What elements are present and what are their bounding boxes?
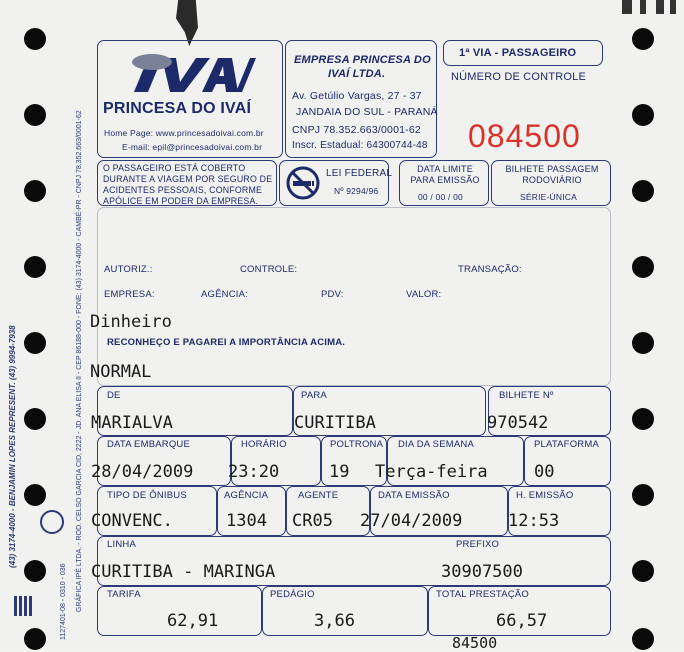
representative-info: (43) 3174-4000 - BENJAMIN LOPES REPRESENT. (43) 9994-7938: [8, 325, 17, 568]
feed-hole: [632, 104, 654, 126]
feed-hole: [632, 560, 654, 582]
recycle-icon: [40, 510, 64, 534]
company-state-reg: Inscr. Estadual: 64300744-48: [292, 140, 428, 151]
issue-limit-label: DATA LIMITE PARA EMISSÃO: [410, 164, 480, 185]
company-address: Av. Getúlio Vargas, 27 - 37: [292, 90, 422, 102]
agent-value: CR05: [292, 511, 333, 531]
prefix-label: PREFIXO: [456, 539, 500, 550]
agency-label: AGÊNCIA: [224, 490, 269, 501]
feed-hole: [24, 332, 46, 354]
weekday-label: DIA DA SEMANA: [398, 439, 474, 450]
from-value: MARIALVA: [91, 413, 173, 433]
to-value: CURITIBA: [294, 413, 376, 433]
bus-type-value: CONVENC.: [91, 511, 173, 531]
ticket-no-value: 970542: [487, 413, 549, 433]
feed-hole: [24, 104, 46, 126]
feed-hole: [24, 256, 46, 278]
tear-mark: [656, 0, 664, 14]
acknowledgement: RECONHEÇO E PAGAREI A IMPORTÂNCIA ACIMA.: [107, 337, 346, 348]
company-name-1: EMPRESA PRINCESA DO: [294, 54, 431, 66]
law-title: LEI FEDERAL: [326, 168, 393, 179]
feed-hole: [632, 484, 654, 506]
controle-label: CONTROLE:: [240, 264, 298, 275]
fare-value: 62,91: [167, 611, 219, 631]
ticket-no-label: BILHETE Nº: [499, 390, 554, 401]
boarding-date-value: 28/04/2009: [91, 462, 194, 482]
feed-hole: [632, 332, 654, 354]
bottom-number: 84500: [452, 634, 498, 652]
control-number: 084500: [468, 118, 581, 154]
printer-info: GRÁFICA IPÊ LTDA. - ROD. CELSO GARCIA CID, 2222 - JD. ANA ELISA II - CEP 86188-000 - FONE: (43) 3174-4000 - CAMBÉ-PR - CNPJ 78.352.663/0001-62: [76, 110, 83, 612]
ivai-logo: [128, 52, 256, 98]
company-name-2: IVAÍ LTDA.: [328, 68, 386, 80]
law-number: Nº 9294/96: [334, 186, 379, 196]
line-value: CURITIBA - MARINGA: [91, 562, 276, 582]
toll-value: 3,66: [314, 611, 355, 631]
payment-box: [97, 207, 611, 386]
feed-hole: [632, 256, 654, 278]
time-label: HORÁRIO: [241, 439, 287, 450]
transacao-label: TRANSAÇÃO:: [458, 264, 522, 275]
from-label: DE: [107, 390, 121, 401]
insurance-notice: O PASSAGEIRO ESTÁ COBERTO DURANTE A VIAGEM POR SEGURO DE ACIDENTES PESSOAIS, CONFORME APÓLICE EM PODER DA EMPRESA.: [103, 163, 273, 206]
prefix-value: 30907500: [441, 562, 523, 582]
tear-mark: [640, 0, 646, 14]
to-label: PARA: [301, 390, 327, 401]
total-value: 66,57: [496, 611, 548, 631]
platform-value: 00: [534, 462, 555, 482]
via-label: 1ª VIA - PASSAGEIRO: [459, 47, 577, 59]
boarding-date-label: DATA EMBARQUE: [107, 439, 191, 450]
feed-hole: [632, 628, 654, 650]
agency-value: 1304: [226, 511, 267, 531]
feed-hole: [24, 28, 46, 50]
tear-mark: [622, 0, 632, 14]
control-label: NÚMERO DE CONTROLE: [451, 71, 586, 83]
feed-hole: [632, 408, 654, 430]
seat-value: 19: [329, 462, 350, 482]
no-smoking-icon: [286, 166, 320, 200]
weekday-value: Terça-feira: [375, 462, 488, 482]
feed-hole: [632, 28, 654, 50]
issue-date-label: DATA EMISSÃO: [378, 490, 450, 501]
brand-name: PRINCESA DO IVAÍ: [103, 100, 252, 117]
valor-label: VALOR:: [406, 289, 442, 300]
company-city: JANDAIA DO SUL - PARANÁ: [296, 106, 438, 118]
toll-label: PEDÁGIO: [270, 589, 315, 600]
issue-time-value: 12:53: [508, 511, 560, 531]
feed-hole: [24, 408, 46, 430]
issue-time-label: H. EMISSÃO: [516, 490, 574, 501]
company-cnpj: CNPJ 78.352.663/0001-62: [292, 124, 421, 136]
time-value: 23:20: [228, 462, 280, 482]
form-code: 1127401-08 - 0310 - 036: [60, 563, 67, 640]
email: E-mail: epil@princesadoivai.com.br: [122, 142, 263, 152]
ticket-series: SÉRIE-ÚNICA: [520, 192, 577, 202]
homepage: Home Page: www.princesadoivai.com.br: [104, 128, 264, 138]
line-label: LINHA: [107, 539, 136, 550]
payment-method: Dinheiro: [90, 312, 172, 332]
autoriz-label: AUTORIZ.:: [104, 264, 153, 275]
platform-label: PLATAFORMA: [534, 439, 599, 450]
ticket-type-label: BILHETE PASSAGEM RODOVIÁRIO: [505, 164, 599, 185]
agencia-label: AGÊNCIA:: [201, 289, 248, 300]
feed-hole: [24, 484, 46, 506]
feed-hole: [632, 180, 654, 202]
fare-label: TARIFA: [107, 589, 141, 600]
bus-type-label: TIPO DE ÔNIBUS: [107, 490, 187, 501]
total-label: TOTAL PRESTAÇÃO: [436, 589, 529, 600]
empresa-label: EMPRESA:: [104, 289, 155, 300]
issue-limit-value: 00 / 00 / 00: [418, 192, 463, 202]
pdv-label: PDV:: [321, 289, 344, 300]
agent-label: AGENTE: [298, 490, 339, 501]
seat-label: POLTRONA: [330, 439, 384, 450]
fare-type: NORMAL: [90, 362, 152, 382]
qr-code-icon: [14, 596, 34, 616]
issue-date-value: 27/04/2009: [360, 511, 463, 531]
feed-hole: [24, 180, 46, 202]
tear-mark: [670, 0, 676, 14]
feed-hole: [24, 560, 46, 582]
feed-hole: [24, 628, 46, 650]
